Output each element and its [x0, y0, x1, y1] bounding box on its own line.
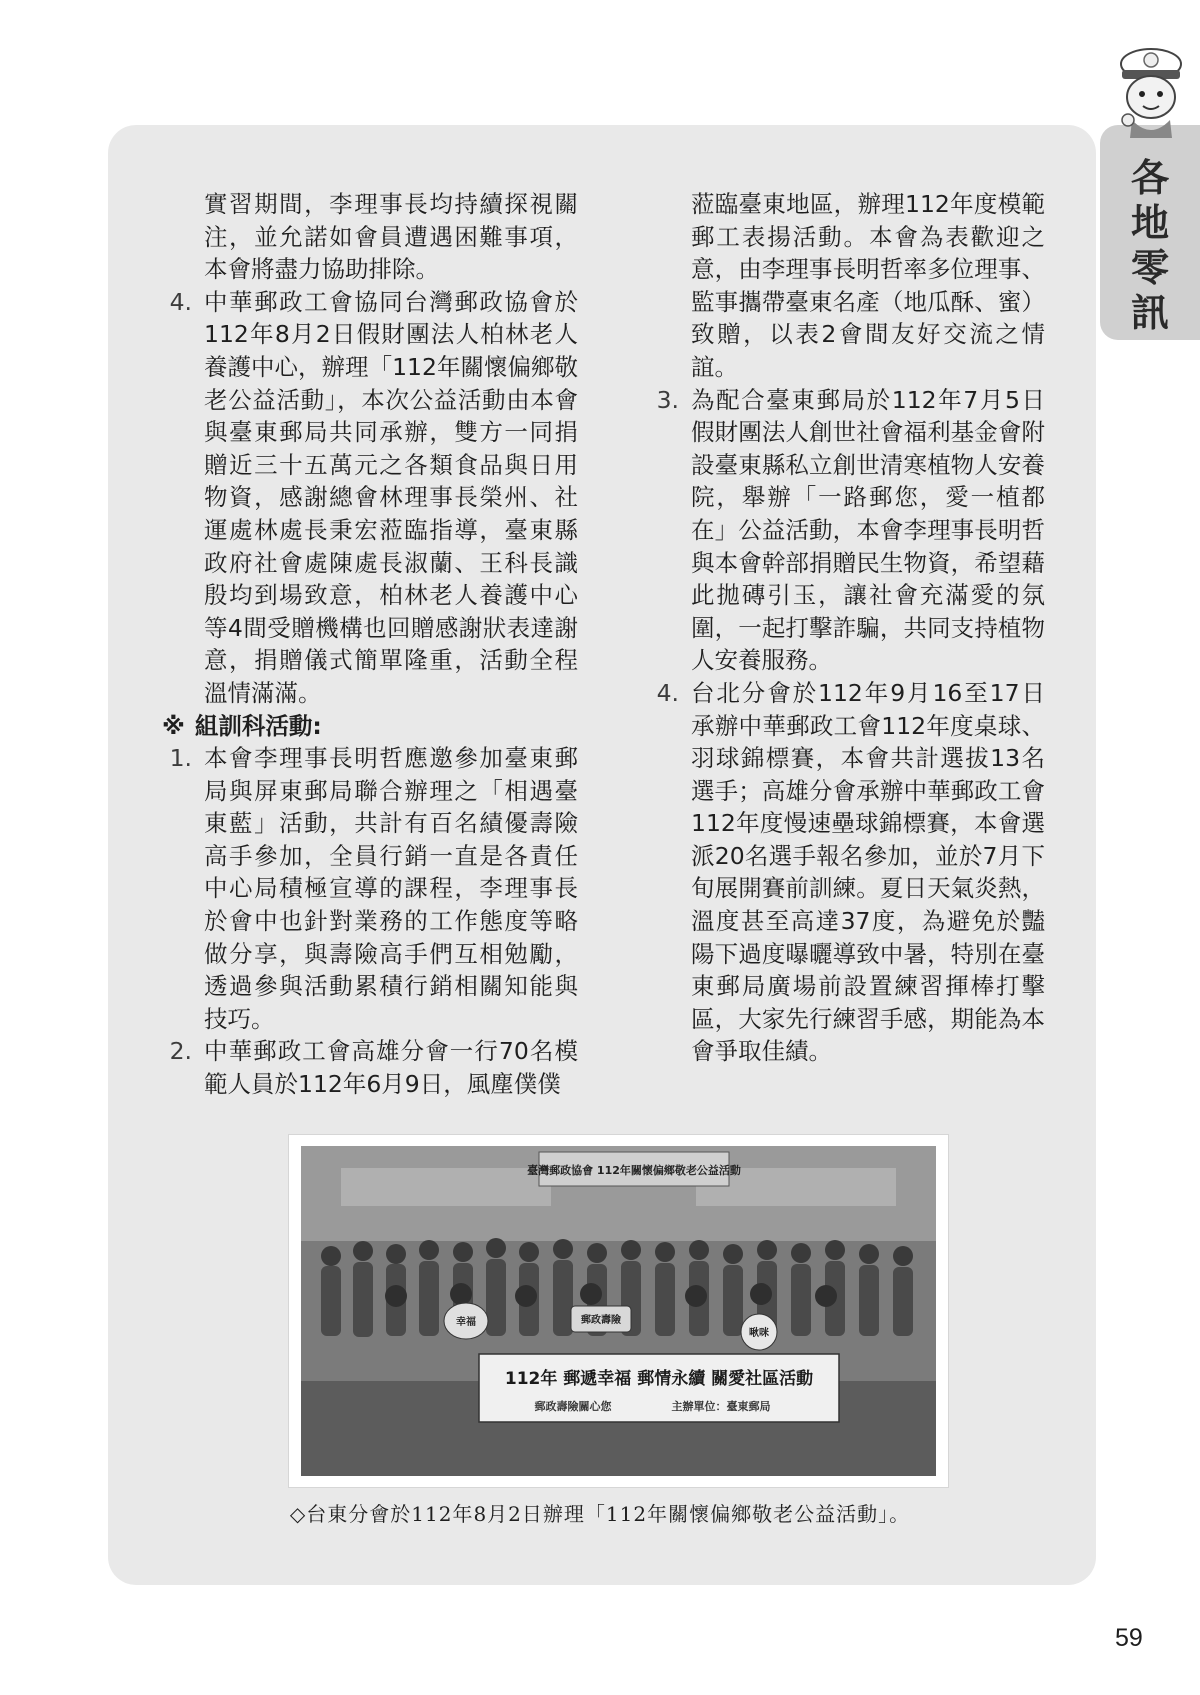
photo-caption: ◇台東分會於112年8月2日辦理「112年關懷偏鄉敬老公益活動」。	[289, 1502, 911, 1526]
list-item	[645, 677, 1045, 1068]
list-item-text: 中華郵政工會高雄分會一行70名模範人員於112年6月9日，風塵僕僕	[204, 1037, 578, 1099]
list-item-number: 1.	[169, 744, 192, 773]
left-column	[158, 188, 578, 1101]
list-item-number: 4.	[656, 678, 679, 707]
list-item-text: 本會李理事長明哲應邀參加臺東郵局與屏東郵局聯合辦理之「相遇臺東藍」活動，共計有百名績優壽險高手參加，全員行銷一直是各責任中心局積極宣導的課程，李理事長於會中也針對業務的工作態度等略做分享，與壽險高手們互相勉勵，透過參與活動累積行銷相關知能與技巧。	[204, 744, 578, 1033]
section-tab-char: 地	[1130, 200, 1169, 245]
section-tab-char: 訊	[1130, 290, 1169, 335]
photo-banner-sub-left: 郵政壽險關心您	[534, 1400, 612, 1413]
list-item	[158, 742, 578, 1035]
page-number: 59	[1115, 1624, 1143, 1652]
list-item-number: 2.	[169, 1037, 192, 1066]
list-item-number: 4.	[169, 287, 192, 316]
continuation-paragraph-text: 蒞臨臺東地區，辦理112年度模範郵工表揚活動。本會為表歡迎之意，由李理事長明哲率多位理事、監事攜帶臺東名產（地瓜酥、蜜）致贈，以表2會間友好交流之情誼。	[691, 190, 1045, 381]
list-item	[158, 286, 578, 710]
photo-banner-sub-right: 主辦單位：臺東郵局	[671, 1400, 771, 1413]
list-item	[645, 384, 1045, 677]
list-item-text: 中華郵政工會協同台灣郵政協會於112年8月2日假財團法人柏林老人養護中心，辦理「112年關懷偏鄉敬老公益活動」，本次公益活動由本會與臺東郵局共同承辦，雙方一同捐贈近三十五萬元之各類食品與日用物資，感謝總會林理事長榮州、社運處林處長秉宏蒞臨指導，臺東縣政府社會處陳處長淑蘭、王科長識殷均到場致意，柏林老人養護中心等4間受贈機構也回贈感謝狀表達謝意，捐贈儀式簡單隆重，活動全程溫情滿滿。	[204, 287, 578, 707]
list-item-number: 3.	[656, 385, 679, 414]
intro-paragraph-text: 實習期間，李理事長均持續探視關注，並允諾如會員遭遇困難事項，本會將盡力協助排除。	[204, 190, 578, 284]
section-colon: :	[312, 711, 322, 740]
list-item-text: 台北分會於112年9月16至17日承辦中華郵政工會112年度桌球、羽球錦標賽，本會共計選拔13名選手；高雄分會承辦中華郵政工會112年度慢速壘球錦標賽，本會選派20名選手報名參加，並於7月下旬展開賽前訓練。夏日天氣炎熱，溫度甚至高達37度，為避免於豔陽下過度曝曬導致中暑，特別在臺東郵局廣場前設置練習揮棒打擊區，大家先行練習手感，期能為本會爭取佳績。	[691, 678, 1045, 1066]
section-tab-label	[1100, 155, 1200, 335]
list-item	[158, 1035, 578, 1100]
intro-paragraph	[158, 188, 578, 286]
section-title: 組訓科活動	[194, 711, 313, 740]
photo-sign-left: 幸福	[456, 1317, 476, 1328]
reference-mark: ※	[162, 711, 185, 740]
section-tab-char: 各	[1130, 155, 1169, 200]
photo-banner-main: 112年 郵遞幸福 郵情永續 關愛社區活動	[504, 1369, 814, 1389]
postman-mascot-icon	[1106, 42, 1196, 140]
photo-sign-right: 啾咪	[749, 1328, 769, 1339]
photo-sign-center: 郵政壽險	[581, 1315, 621, 1326]
continuation-paragraph	[645, 188, 1045, 384]
section-heading	[162, 710, 578, 743]
section-tab-char: 零	[1130, 245, 1169, 290]
photo-top-banner-text: 臺灣郵政協會 112年關懷偏鄉敬老公益活動	[527, 1164, 741, 1177]
event-photo-frame	[289, 1135, 948, 1487]
right-column	[645, 188, 1045, 1068]
list-item-text: 為配合臺東郵局於112年7月5日假財團法人創世社會福利基金會附設臺東縣私立創世清寒植物人安養院，舉辦「一路郵您，愛一植都在」公益活動，本會李理事長明哲與本會幹部捐贈民生物資，希望藉此拋磚引玉，讓社會充滿愛的氛圍，一起打擊詐騙，共同支持植物人安養服務。	[691, 385, 1045, 675]
group-photo	[301, 1146, 936, 1476]
section-tab	[1100, 125, 1200, 340]
